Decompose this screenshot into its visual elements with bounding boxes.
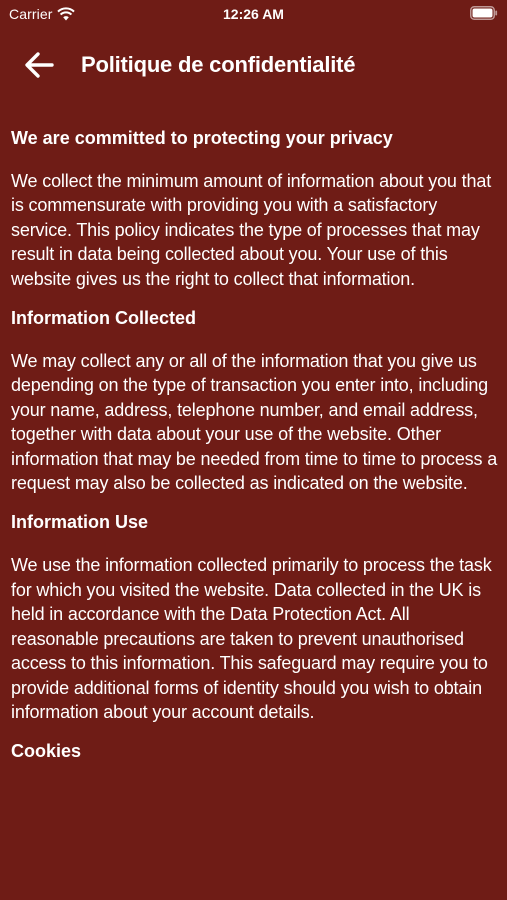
section-heading: Information Collected xyxy=(11,308,197,329)
status-bar xyxy=(0,0,507,30)
section-heading: We are committed to protecting your privacy xyxy=(11,128,393,148)
section-body: We may collect any or all of the information that you give us depending on the type of transaction you enter into, including your name, address, telephone number, and email address, together with data about your use of the website. Other information that may be needed from time to time to process a request may also be collected as indicated on the website. xyxy=(11,351,498,494)
carrier-label: Carrier xyxy=(9,6,53,22)
navigation-bar xyxy=(0,40,507,92)
privacy-policy-content[interactable] xyxy=(11,120,499,840)
section-heading: Information Use xyxy=(11,512,149,533)
arrow-left-icon[interactable] xyxy=(22,50,58,80)
section-heading: Cookies xyxy=(11,741,82,762)
status-time: 12:26 AM xyxy=(223,6,284,22)
section-body: We use the information collected primarily to process the task for which you visited the website. Data collected in the UK is held in accordance with the Data Protection Act. All reasonable precautions are taken to prevent unauthorised access to this information. This safeguard may require you to provide additional forms of identity should you wish to obtain information about your account details. xyxy=(11,555,492,722)
page-title: Politique de confidentialité xyxy=(81,52,356,77)
battery-icon xyxy=(470,6,498,20)
section-body: We collect the minimum amount of information about you that is commensurate with providing you with a satisfactory service. This policy indicates the type of processes that may result in data being collected about you. Your use of this website gives us the right to collect that information. xyxy=(11,171,492,289)
